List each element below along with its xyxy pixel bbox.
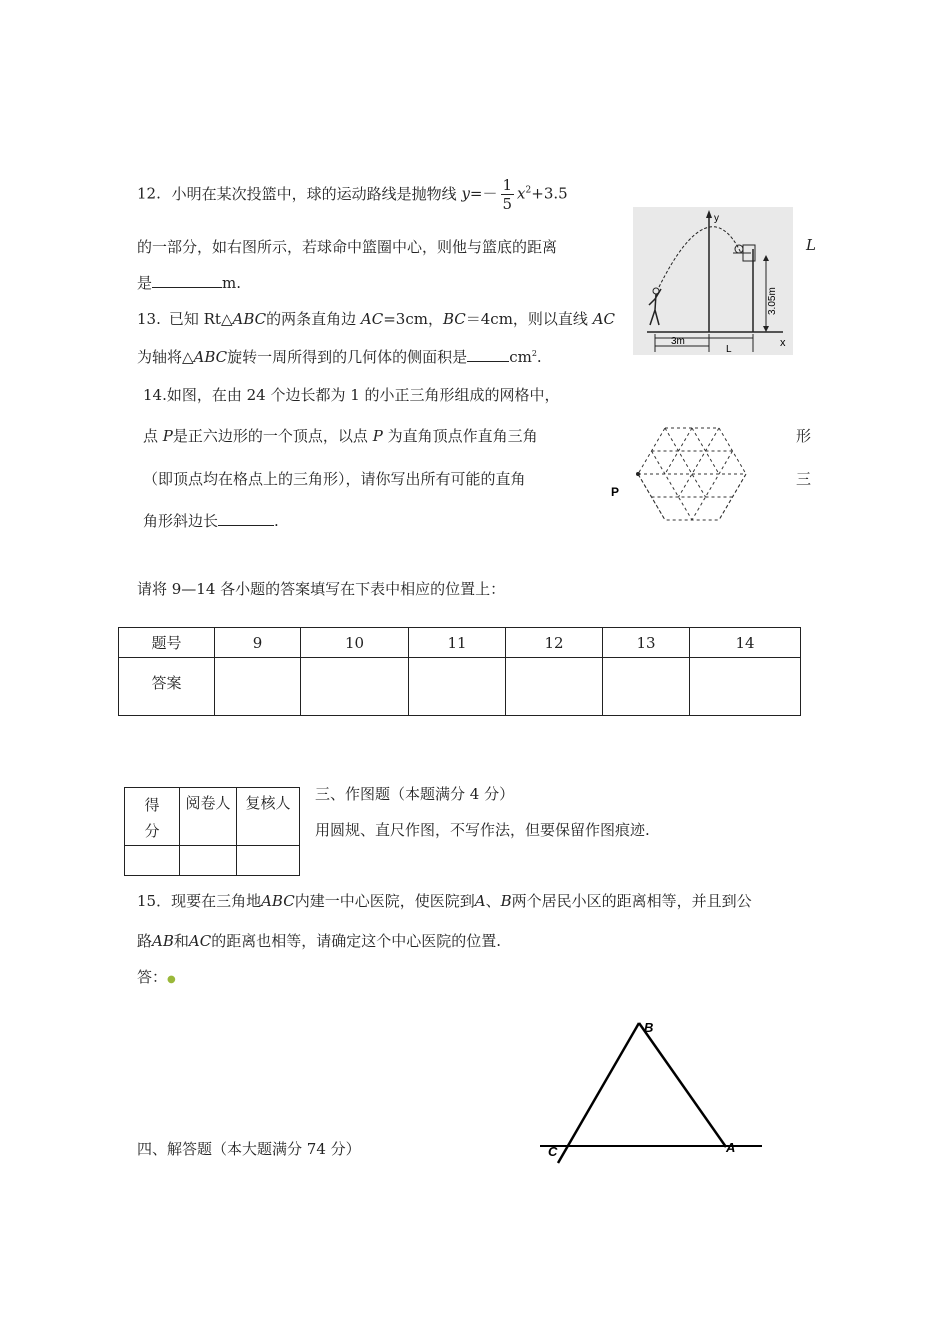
answer-cell[interactable] xyxy=(690,658,801,716)
y-axis-label: y xyxy=(714,213,719,224)
x-axis-label: x xyxy=(780,337,786,349)
vertex-c-label: C xyxy=(548,1144,558,1159)
answer-blank[interactable] xyxy=(152,273,222,288)
answer-cell[interactable] xyxy=(215,658,301,716)
q12-line3: 是 m. xyxy=(137,274,242,292)
header-cell: 11 xyxy=(409,628,506,658)
answer-cell[interactable] xyxy=(506,658,603,716)
header-cell: 14 xyxy=(690,628,801,658)
distance-l-label: L xyxy=(726,344,732,355)
vertex-b-label: B xyxy=(644,1020,654,1035)
answer-row xyxy=(119,658,801,716)
answer-cell[interactable] xyxy=(301,658,409,716)
triangle-figure xyxy=(540,1015,770,1165)
q12-side-l: L xyxy=(806,236,816,254)
distance-3m-label: 3m xyxy=(671,336,685,347)
score-table xyxy=(124,787,300,876)
q14-line3: （即顶点均在格点上的三角形），请你写出所有可能的直角 xyxy=(143,470,526,488)
q13-line1: 13. 已知 Rt△ABC的两条直角边 AC=3cm，BC＝4cm，则以直线 AC xyxy=(137,310,616,328)
header-cell: 12 xyxy=(506,628,603,658)
section4-title: 四、解答题（本大题满分 74 分） xyxy=(137,1140,361,1158)
header-cell: 13 xyxy=(603,628,690,658)
q15-line2: 路AB和AC的距离也相等，请确定这个中心医院的位置. xyxy=(137,932,501,950)
header-cell: 9 xyxy=(215,628,301,658)
answer-table xyxy=(118,627,801,716)
point-p-label: P xyxy=(611,485,620,499)
q14-side2: 形 xyxy=(796,427,812,445)
header-cell: 10 xyxy=(301,628,409,658)
basketball-figure xyxy=(633,207,793,355)
q14-line4: 角形斜边长 . xyxy=(143,512,279,530)
q15-line1: 15．现要在三角地ABC内建一中心医院，使医院到A、B两个居民小区的距离相等，并且到公 xyxy=(137,892,752,910)
side-bc xyxy=(558,1023,639,1163)
vertex-a-label: A xyxy=(726,1140,736,1155)
hexagon-grid-figure xyxy=(608,420,778,560)
triangle-grid xyxy=(638,428,746,520)
score-cell[interactable] xyxy=(125,846,180,876)
height-label: 3.05m xyxy=(767,287,778,315)
q12-line1: 12. 小明在某次投篮中，球的运动路线是抛物线 y=－ $\frac{1}{5}$ $x^2+3.5$ xyxy=(137,176,568,213)
q12-line2: 的一部分，如右图所示，若球命中篮圈中心，则他与篮底的距离 xyxy=(137,238,558,256)
section3-title: 三、作图题（本题满分 4 分） xyxy=(315,785,515,803)
q14-line1: 14.如图，在由 24 个边长都为 1 的小正三角形组成的网格中， xyxy=(143,386,560,404)
table-header-row xyxy=(119,628,801,658)
q14-line2: 点 P是正六边形的一个顶点，以点 P 为直角顶点作直角三角 xyxy=(143,427,538,445)
side-ab xyxy=(639,1023,726,1147)
answer-cell[interactable] xyxy=(603,658,690,716)
grader-header: 阅卷人 xyxy=(180,788,237,846)
checker-header: 复核人 xyxy=(237,788,300,846)
answer-blank[interactable] xyxy=(218,511,274,526)
q15-answer[interactable]: 答：● xyxy=(137,968,176,986)
header-cell: 题号 xyxy=(119,628,215,658)
answer-blank[interactable] xyxy=(467,347,509,362)
answer-cell[interactable] xyxy=(409,658,506,716)
q13-line2: 为轴将△ABC旋转一周所得到的几何体的侧面积是 $cm^2$. xyxy=(137,348,542,366)
grader-cell[interactable] xyxy=(180,846,237,876)
section3-rule: 用圆规、直尺作图，不写作法，但要保留作图痕迹. xyxy=(315,821,650,839)
point-p-marker xyxy=(636,472,640,476)
q14-side3: 三 xyxy=(796,470,812,488)
answer-row-label: 答案 xyxy=(119,658,215,716)
answer-instruction: 请将 9—14 各小题的答案填写在下表中相应的位置上： xyxy=(137,580,506,598)
score-header: 得分 xyxy=(125,788,180,846)
checker-cell[interactable] xyxy=(237,846,300,876)
figure-background xyxy=(633,207,793,355)
fraction: $\frac{1}{5}$ xyxy=(502,176,513,213)
